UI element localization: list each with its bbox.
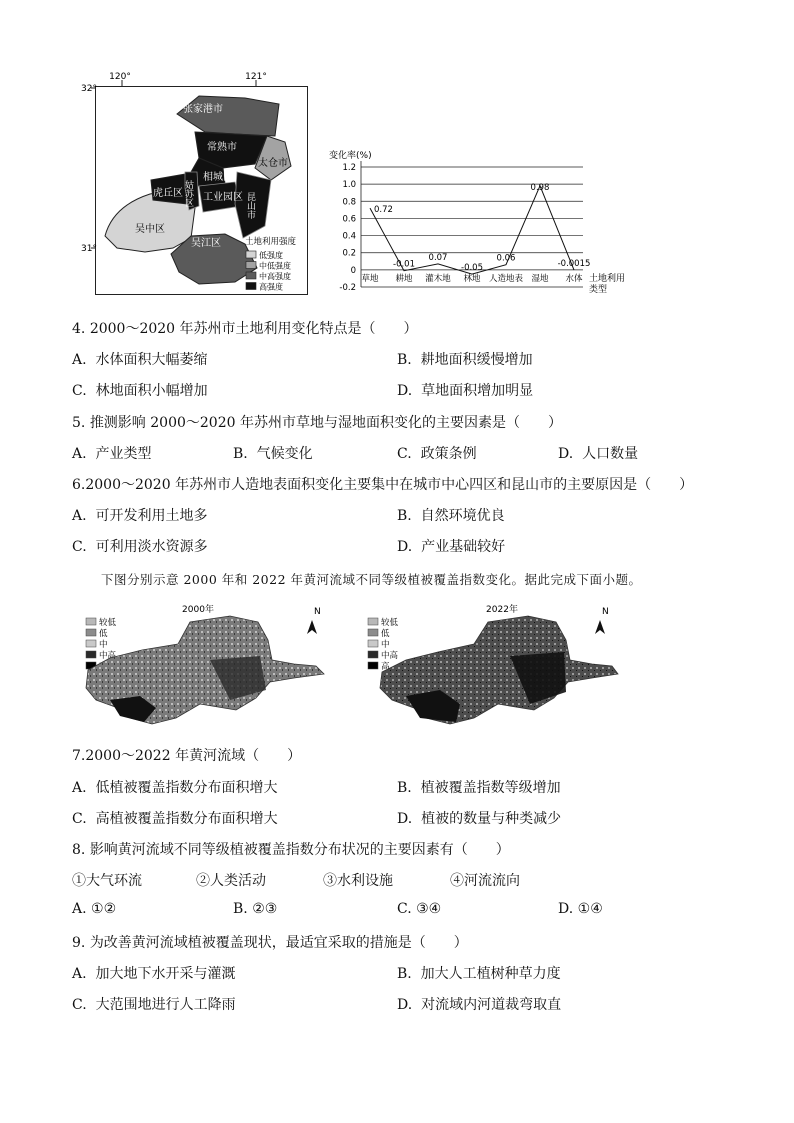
- option-4a[interactable]: A. 水体面积大幅萎缩: [72, 352, 208, 368]
- category-label: 人造地表: [488, 273, 524, 284]
- question-number: 6.: [72, 477, 86, 493]
- data-label: 0.72: [374, 205, 393, 216]
- category-label: 耕地: [395, 273, 413, 284]
- data-label: 0.07: [428, 252, 448, 263]
- y-tick-label: 0: [350, 265, 356, 276]
- legend-swatch: [86, 629, 96, 636]
- legend-swatch: [246, 251, 256, 258]
- question-9: [72, 932, 468, 952]
- lon-label: 120°: [109, 72, 131, 82]
- data-label: -0.05: [461, 263, 483, 274]
- yellow-river-map-2000: [80, 600, 330, 730]
- option-6d[interactable]: D. 产业基础较好: [397, 539, 506, 555]
- statement-1: ①大气环流: [72, 873, 142, 889]
- district-label: 太仓市: [258, 158, 288, 169]
- district-label: 虎丘区: [153, 188, 183, 199]
- legend-swatch: [86, 640, 96, 647]
- data-label: 0.98: [530, 182, 550, 193]
- option-6c[interactable]: C. 可利用淡水资源多: [72, 539, 208, 555]
- district-label: 昆山市: [245, 192, 255, 219]
- y-tick-label: 0.2: [342, 248, 356, 259]
- statement-3: ③水利设施: [323, 873, 393, 889]
- district-label: 工业园区: [203, 192, 243, 203]
- district-label: 吴中区: [135, 224, 165, 235]
- statement-4: ④河流流向: [450, 873, 520, 889]
- question-stem: 2000～2022 年黄河流域（ ）: [85, 748, 302, 764]
- y-axis-label: 变化率(%): [329, 151, 372, 161]
- y-tick-label: 0.8: [342, 197, 356, 208]
- question-number: 5.: [72, 415, 86, 431]
- suzhou-land-use-map: [81, 72, 310, 296]
- category-label: 草地: [361, 273, 379, 284]
- legend-label: 中高强度: [259, 272, 291, 281]
- data-label: 0.06: [496, 253, 516, 264]
- question-4: [72, 318, 418, 338]
- option-4c[interactable]: C. 林地面积小幅增加: [72, 383, 208, 399]
- legend-label: 较低: [381, 618, 399, 628]
- legend-swatch: [368, 640, 378, 647]
- option-8c[interactable]: C. ③④: [397, 901, 442, 917]
- question-number: 9.: [72, 935, 86, 951]
- legend-swatch: [368, 618, 378, 625]
- svg-text:N: N: [602, 607, 609, 617]
- passage-intro: 下图分别示意 2000 年和 2022 年黄河流域不同等级植被覆盖指数变化。据此完成下面小题。: [101, 572, 642, 587]
- question-number: 7.: [72, 748, 86, 764]
- legend-label: 中: [381, 640, 390, 650]
- question-stem: 2000～2020 年苏州市人造地表面积变化主要集中在城市中心四区和昆山市的主要原因是（ ）: [85, 477, 694, 493]
- option-7c[interactable]: C. 高植被覆盖指数分布面积增大: [72, 811, 278, 827]
- legend-label: 低强度: [259, 251, 283, 260]
- district-label: 姑苏区: [183, 180, 193, 207]
- category-label: 湿地: [531, 273, 549, 284]
- statement-2: ②人类活动: [196, 873, 266, 889]
- north-arrow: [595, 607, 609, 634]
- option-7b[interactable]: B. 植被覆盖指数等级增加: [397, 780, 561, 796]
- district-label: 张家港市: [183, 104, 223, 115]
- legend-label: 较低: [99, 618, 117, 628]
- question-stem: 为改善黄河流域植被覆盖现状，最适宜采取的措施是（ ）: [89, 935, 468, 951]
- category-label: 林地: [463, 273, 481, 284]
- option-8d[interactable]: D. ①④: [558, 901, 603, 917]
- option-9d[interactable]: D. 对流域内河道裁弯取直: [397, 997, 562, 1013]
- legend-label: 高: [381, 662, 390, 672]
- option-5c[interactable]: C. 政策条例: [397, 446, 477, 462]
- legend-swatch: [246, 283, 256, 290]
- lon-label: 121°: [245, 72, 267, 82]
- lat-label: 31°: [81, 244, 97, 254]
- svg-text:N: N: [314, 607, 321, 617]
- legend-label: 中低强度: [259, 261, 291, 271]
- district-label: 相城区: [203, 172, 233, 183]
- legend-swatch: [368, 662, 378, 669]
- option-4d[interactable]: D. 草地面积增加明显: [397, 383, 534, 399]
- land-change-line-chart: [325, 145, 625, 300]
- legend-label: 低: [381, 629, 390, 639]
- district-label: 吴江区: [191, 238, 221, 249]
- question-6: [72, 474, 693, 494]
- question-8: [72, 839, 510, 859]
- question-stem: 影响黄河流域不同等级植被覆盖指数分布状况的主要因素有（ ）: [89, 842, 510, 858]
- option-4b[interactable]: B. 耕地面积缓慢增加: [397, 352, 533, 368]
- district-label: 常熟市: [207, 142, 237, 153]
- legend-label: 中高: [99, 651, 117, 661]
- question-stem: 2000～2020 年苏州市土地利用变化特点是（ ）: [89, 321, 418, 337]
- question-7: [72, 745, 301, 765]
- map-year-label: 2000年: [182, 605, 214, 615]
- category-label: 灌木地: [425, 273, 451, 284]
- x-axis-label-2: 类型: [589, 284, 608, 295]
- legend-swatch: [86, 618, 96, 625]
- legend-label: 中高: [381, 651, 399, 661]
- option-9b[interactable]: B. 加大人工植树种草力度: [397, 966, 561, 982]
- y-tick-label: 1.0: [342, 180, 356, 191]
- legend-swatch: [368, 651, 378, 658]
- option-5a[interactable]: A. 产业类型: [72, 446, 152, 462]
- option-5d[interactable]: D. 人口数量: [558, 446, 639, 462]
- y-tick-label: 1.2: [342, 163, 356, 173]
- legend-title: 土地利用强度: [245, 237, 297, 247]
- option-6b[interactable]: B. 自然环境优良: [397, 508, 505, 524]
- option-7d[interactable]: D. 植被的数量与种类减少: [397, 811, 562, 827]
- legend-swatch: [246, 272, 256, 279]
- question-number: 4.: [72, 321, 86, 337]
- lat-label: 32°: [81, 84, 97, 94]
- yellow-river-map-2022: [360, 600, 620, 730]
- y-tick-label: -0.2: [339, 283, 356, 293]
- option-5b[interactable]: B. 气候变化: [233, 446, 313, 462]
- question-stem: 推测影响 2000～2020 年苏州市草地与湿地面积变化的主要因素是（ ）: [89, 415, 562, 431]
- option-6a[interactable]: A. 可开发利用土地多: [72, 508, 208, 524]
- question-5: [72, 412, 562, 432]
- legend-swatch: [86, 651, 96, 658]
- legend-label: 高强度: [259, 282, 283, 292]
- legend-swatch: [246, 262, 256, 269]
- x-axis-label-1: 土地利用: [589, 273, 626, 284]
- north-arrow: [307, 607, 321, 634]
- question-number: 8.: [72, 842, 86, 858]
- legend-label: 低: [99, 629, 108, 639]
- legend-label: 中: [99, 640, 108, 650]
- option-7a[interactable]: A. 低植被覆盖指数分布面积增大: [72, 780, 278, 796]
- y-tick-label: 0.6: [342, 214, 356, 225]
- option-8a[interactable]: A. ①②: [72, 901, 117, 917]
- map-year-label: 2022年: [486, 605, 518, 615]
- option-8b[interactable]: B. ②③: [233, 901, 278, 917]
- option-9a[interactable]: A. 加大地下水开采与灌溉: [72, 966, 236, 982]
- legend-swatch: [368, 629, 378, 636]
- data-label: -0.01: [393, 259, 415, 270]
- category-label: 水体: [565, 273, 583, 284]
- option-9c[interactable]: C. 大范围地进行人工降雨: [72, 997, 236, 1013]
- y-tick-label: 0.4: [342, 231, 356, 242]
- data-label: -0.0015: [557, 258, 591, 269]
